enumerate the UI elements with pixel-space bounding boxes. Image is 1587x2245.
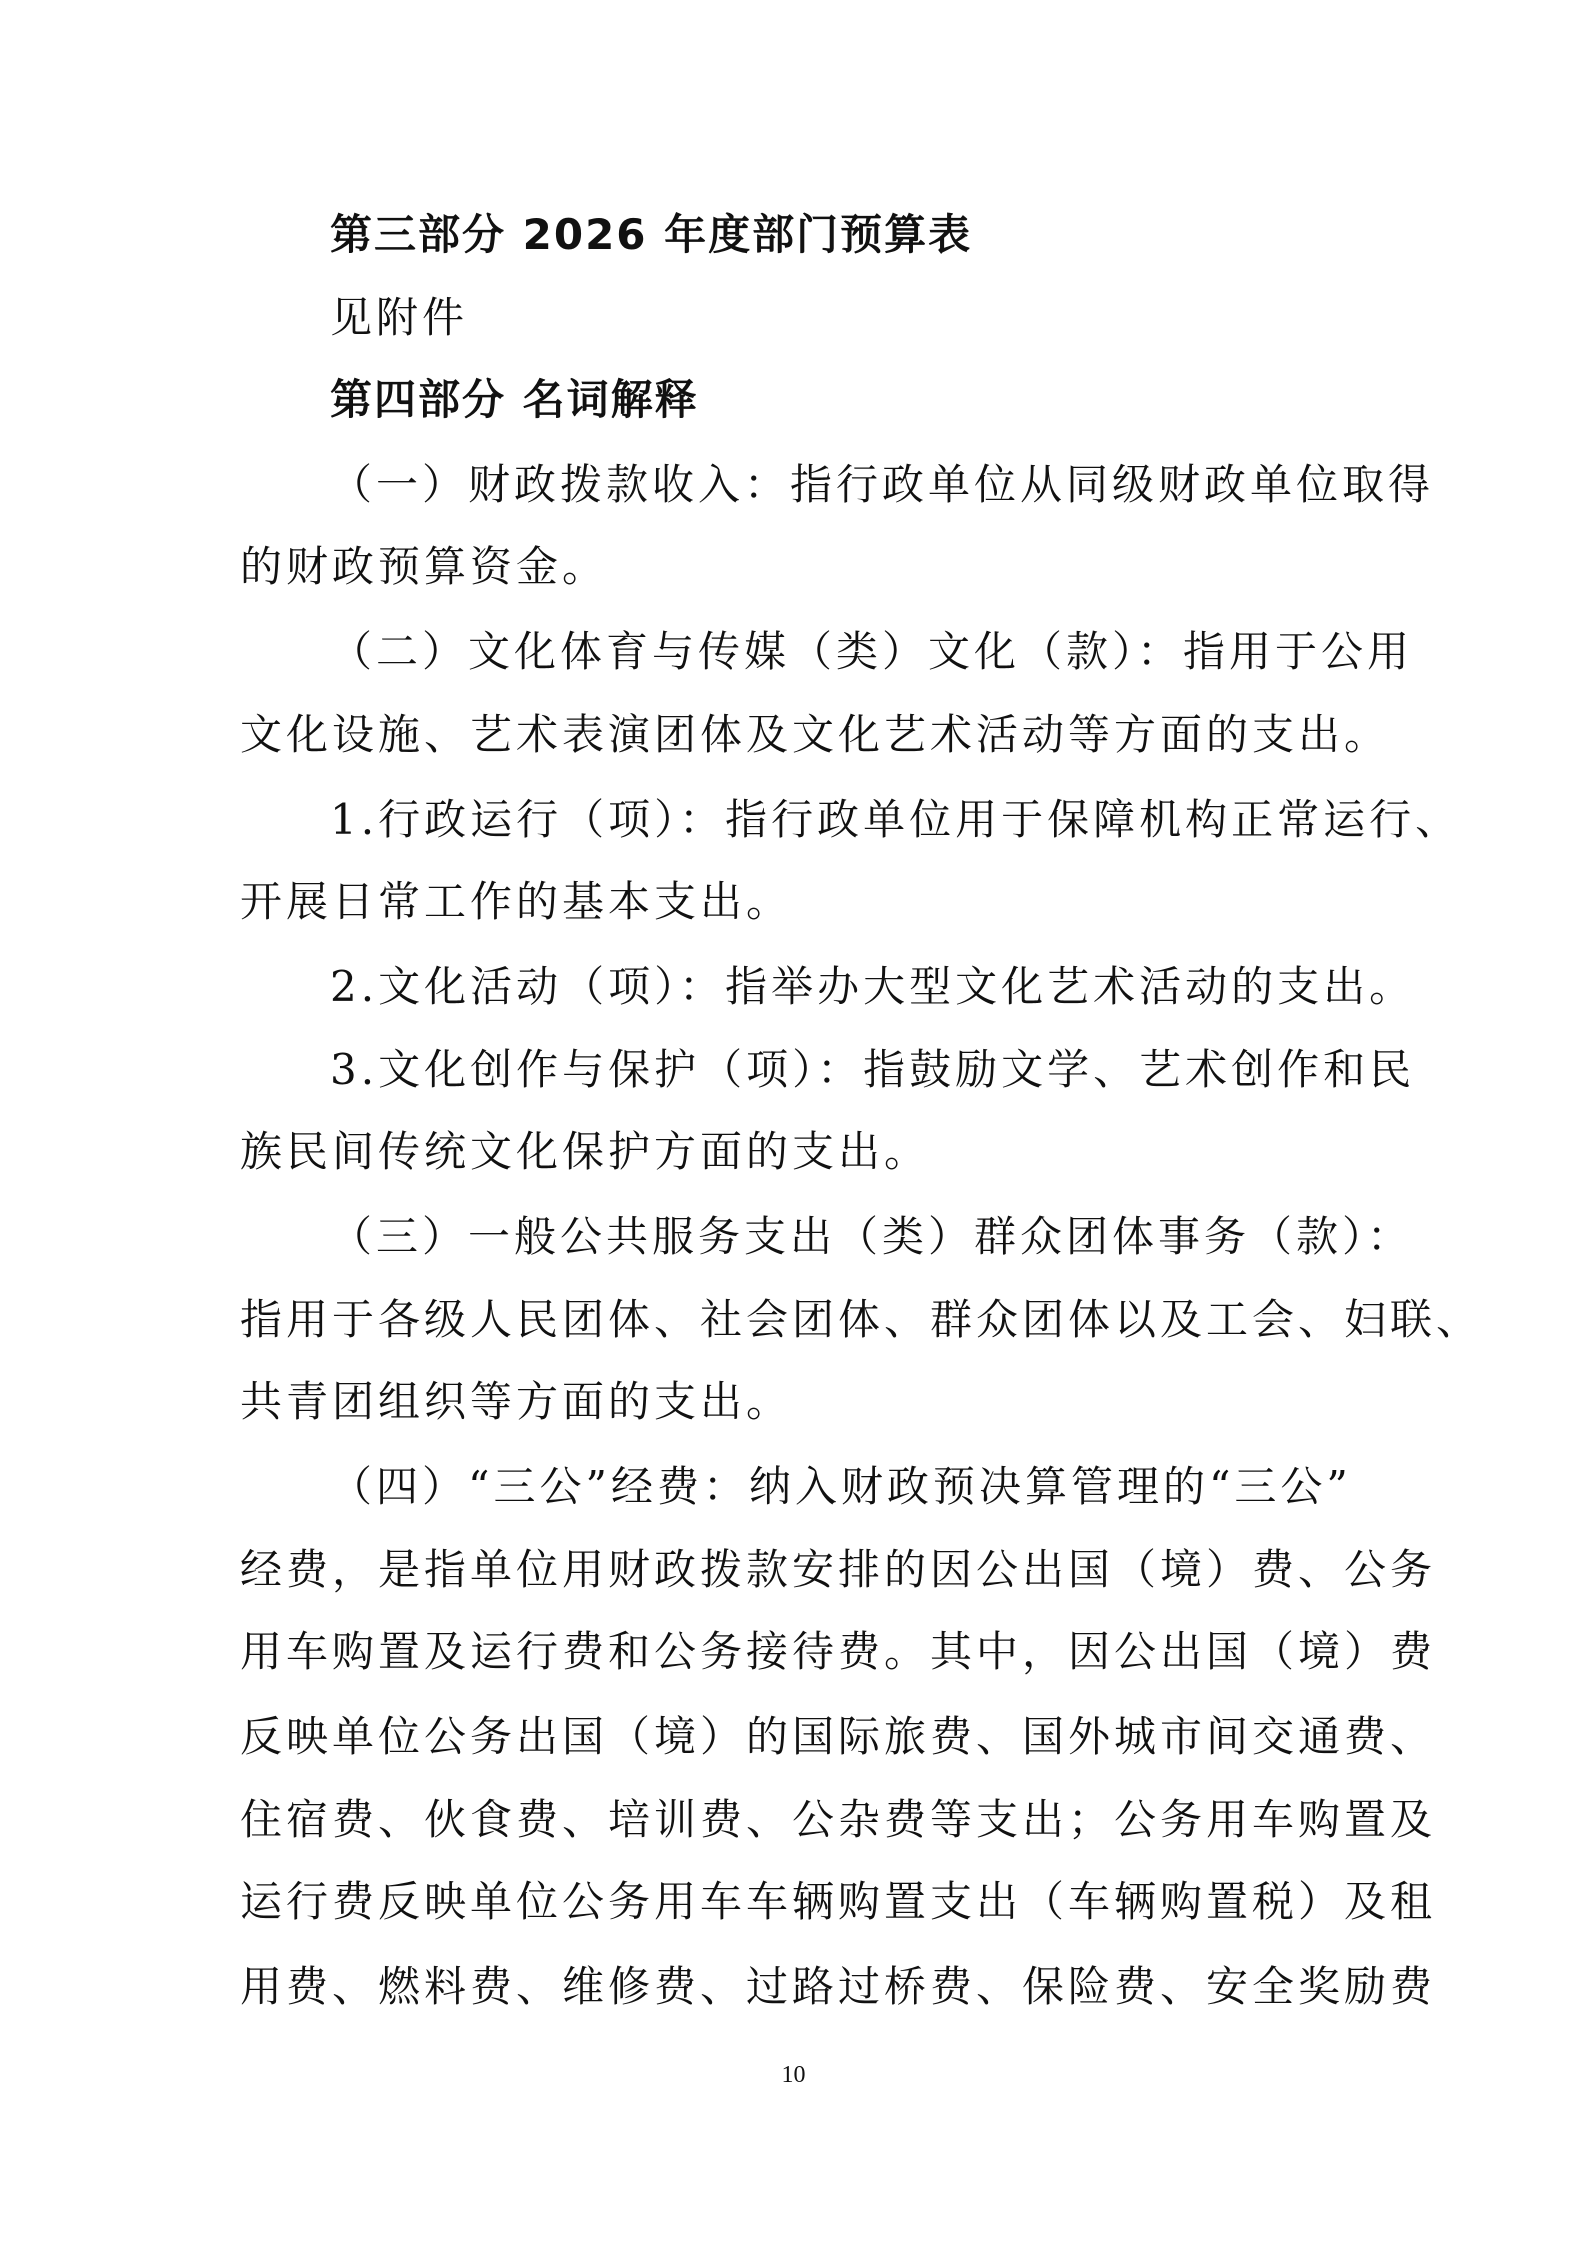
paragraph-line: 1.行政运行（项）：指行政单位用于保障机构正常运行、 [330,795,1462,844]
part3-heading: 第三部分 2026 年度部门预算表 [330,210,973,259]
part4-heading: 第四部分 名词解释 [330,375,699,424]
paragraph-line: 运行费反映单位公务用车车辆购置支出（车辆购置税）及租 [240,1877,1437,1926]
paragraph-line: 住宿费、伙食费、培训费、公杂费等支出；公务用车购置及 [240,1795,1437,1844]
paragraph-line: 共青团组织等方面的支出。 [240,1377,793,1426]
paragraph-line: （三）一般公共服务支出（类）群众团体事务（款）： [330,1212,1414,1261]
page-number: 10 [781,2062,806,2088]
paragraph-line: 3.文化创作与保护（项）：指鼓励文学、艺术创作和民 [330,1045,1416,1094]
paragraph-line: （四）“三公”经费：纳入财政预决算管理的“三公” [330,1462,1352,1511]
see-attachment-text: 见附件 [330,293,469,342]
paragraph-line: 2.文化活动（项）：指举办大型文化艺术活动的支出。 [330,962,1416,1011]
paragraph-line: 指用于各级人民团体、社会团体、群众团体以及工会、妇联、 [240,1295,1483,1344]
paragraph-line: （一）财政拨款收入：指行政单位从同级财政单位取得 [330,460,1435,509]
paragraph-line: （二）文化体育与传媒（类）文化（款）：指用于公用 [330,627,1414,676]
paragraph-line: 经费，是指单位用财政拨款安排的因公出国（境）费、公务 [240,1545,1437,1594]
paragraph-line: 开展日常工作的基本支出。 [240,877,793,926]
paragraph-line: 用车购置及运行费和公务接待费。其中，因公出国（境）费 [240,1627,1437,1676]
paragraph-line: 文化设施、艺术表演团体及文化艺术活动等方面的支出。 [240,710,1391,759]
paragraph-line: 的财政预算资金。 [240,542,609,591]
paragraph-line: 族民间传统文化保护方面的支出。 [240,1127,931,1176]
paragraph-line: 用费、燃料费、维修费、过路过桥费、保险费、安全奖励费 [240,1962,1437,2011]
paragraph-line: 反映单位公务出国（境）的国际旅费、国外城市间交通费、 [240,1712,1437,1761]
